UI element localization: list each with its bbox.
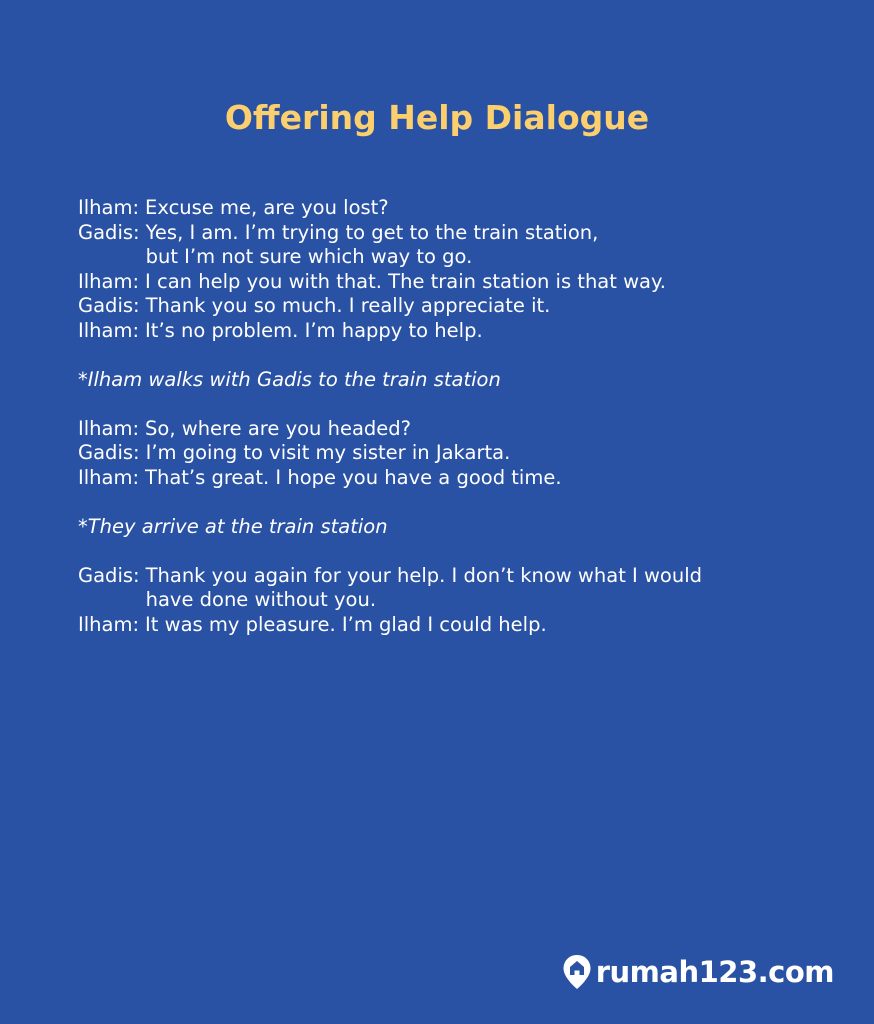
speech-line: Excuse me, are you lost? bbox=[145, 196, 389, 219]
speaker-name: Ilham: bbox=[78, 196, 140, 219]
logo-text: rumah123.com bbox=[595, 955, 834, 989]
speech-line: have done without you. bbox=[145, 588, 377, 611]
speech-line: Yes, I am. I’m trying to get to the train station, bbox=[145, 220, 599, 244]
speaker-name: Ilham: bbox=[78, 612, 140, 636]
spacer bbox=[78, 490, 838, 515]
dialogue-line bbox=[78, 319, 838, 344]
dialogue-line bbox=[78, 466, 838, 491]
speaker-name: Ilham: bbox=[78, 269, 140, 293]
speech-line: Thank you so much. I really appreciate it. bbox=[145, 294, 551, 317]
speech-text bbox=[146, 294, 551, 319]
speech-text bbox=[145, 417, 411, 442]
dialogue-line bbox=[78, 613, 838, 638]
speaker-name: Gadis: bbox=[78, 563, 140, 587]
speech-text bbox=[145, 613, 547, 638]
speech-line: It’s no problem. I’m happy to help. bbox=[145, 318, 483, 342]
speaker-name: Gadis: bbox=[78, 441, 140, 464]
map-pin-house-icon bbox=[562, 954, 592, 990]
speaker-name: Gadis: bbox=[78, 294, 140, 317]
speech-text bbox=[146, 441, 511, 466]
speech-line: I’m going to visit my sister in Jakarta. bbox=[145, 441, 511, 464]
speech-text bbox=[146, 564, 702, 613]
speech-text bbox=[145, 196, 389, 221]
spacer bbox=[78, 343, 838, 368]
dialogue-line bbox=[78, 196, 838, 221]
stage-note-1: *Ilham walks with Gadis to the train station bbox=[78, 367, 501, 391]
speech-line: Thank you again for your help. I don’t know what I would bbox=[145, 563, 703, 587]
speaker-name: Ilham: bbox=[78, 318, 140, 342]
dialogue-block-1 bbox=[78, 196, 838, 343]
dialogue-line bbox=[78, 417, 838, 442]
dialogue bbox=[78, 196, 838, 637]
speech-text bbox=[145, 319, 483, 344]
stage-note-2: *They arrive at the train station bbox=[78, 514, 388, 538]
speech-line: I can help you with that. The train station is that way. bbox=[145, 269, 666, 293]
dialogue-line bbox=[78, 294, 838, 319]
speech-text bbox=[145, 270, 666, 295]
dialogue-block-2 bbox=[78, 417, 838, 491]
spacer bbox=[78, 539, 838, 564]
speaker-name: Ilham: bbox=[78, 465, 140, 489]
speech-text bbox=[146, 221, 599, 270]
dialogue-block-3 bbox=[78, 564, 838, 638]
dialogue-line bbox=[78, 270, 838, 295]
speech-line: but I’m not sure which way to go. bbox=[145, 245, 473, 268]
dialogue-line bbox=[78, 221, 838, 270]
dialogue-line bbox=[78, 441, 838, 466]
speech-line: That’s great. I hope you have a good time. bbox=[145, 465, 562, 489]
spacer bbox=[78, 392, 838, 417]
speech-line: So, where are you headed? bbox=[145, 416, 412, 440]
speech-line: It was my pleasure. I’m glad I could help. bbox=[145, 612, 547, 636]
speaker-name: Gadis: bbox=[78, 220, 140, 244]
speech-text bbox=[145, 466, 561, 491]
dialogue-line bbox=[78, 564, 838, 613]
brand-logo bbox=[562, 954, 834, 990]
page-title: Offering Help Dialogue bbox=[224, 98, 650, 137]
speaker-name: Ilham: bbox=[78, 416, 140, 440]
